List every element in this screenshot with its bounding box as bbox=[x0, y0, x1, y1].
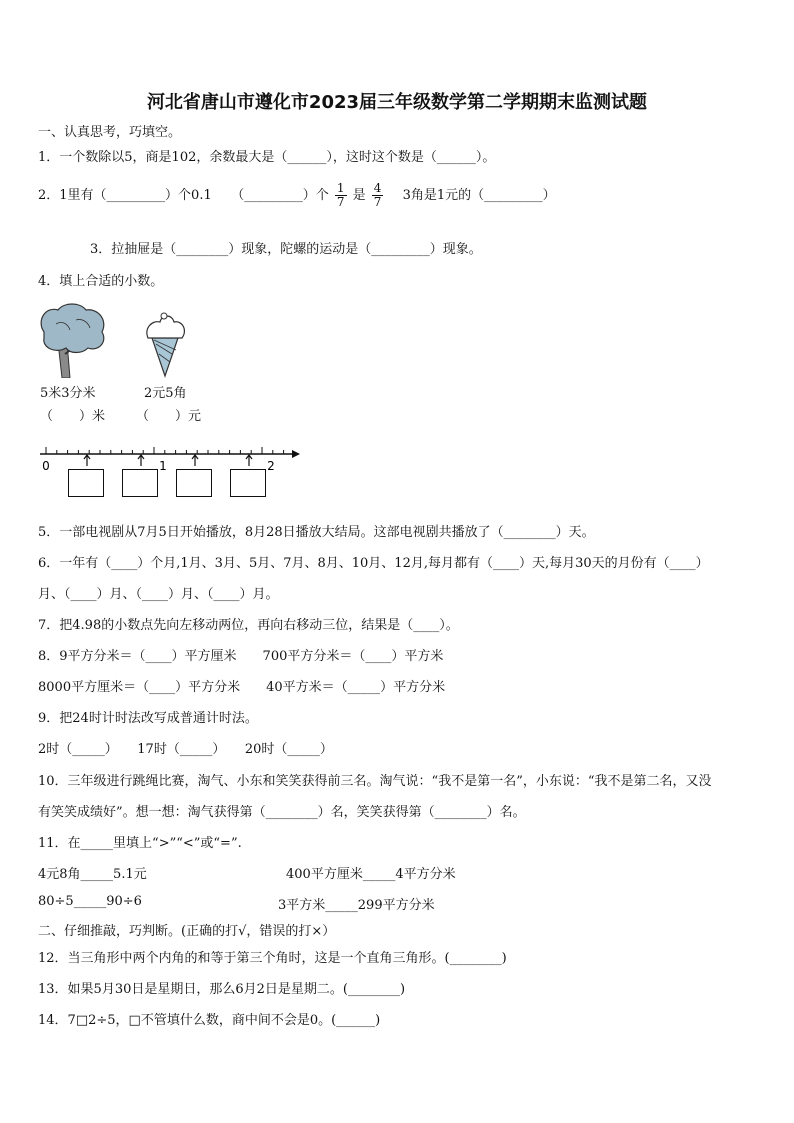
question-9-items: 2时（_____） 17时（_____） 20时（_____） bbox=[38, 742, 333, 757]
question-11: 11．在_____里填上“>”“<”或“=”. bbox=[38, 836, 242, 851]
page-title: 河北省唐山市遵化市2023届三年级数学第二学期期末监测试题 bbox=[146, 92, 648, 113]
number-line-label-1: 1 bbox=[159, 459, 167, 473]
fraction-denominator: 7 bbox=[336, 195, 345, 210]
answer-box-4[interactable] bbox=[230, 469, 266, 497]
question-6-line1: 6．一年有（____）个月,1月、3月、5月、7月、8月、10月、12月,每月都有（____）天,每月30天的月份有（____） bbox=[38, 556, 709, 571]
question-13: 13．如果5月30日是星期日，那么6月2日是星期二。(________) bbox=[38, 982, 406, 997]
ice-cream-answer-blank: （ ）元 bbox=[136, 409, 202, 424]
question-7: 7．把4.98的小数点先向左移动两位，再向右移动三位，结果是（____）。 bbox=[38, 618, 459, 633]
fraction-denominator: 7 bbox=[373, 195, 382, 210]
number-line-label-0: 0 bbox=[42, 459, 50, 473]
tree-image bbox=[36, 302, 108, 378]
question-5: 5．一部电视剧从7月5日开始播放，8月28日播放大结局。这部电视剧共播放了（________）天。 bbox=[38, 525, 595, 540]
question-11-b1: 80÷5_____90÷6 bbox=[38, 894, 142, 909]
ice-cream-caption: 2元5角 bbox=[144, 386, 187, 401]
question-11-a2: 400平方厘米_____4平方分米 bbox=[286, 867, 456, 882]
question-6-line2: 月、（____）月、（____）月、（____）月。 bbox=[38, 587, 279, 602]
section-heading-1: 一、认真思考，巧填空。 bbox=[38, 125, 182, 140]
question-4: 4．填上合适的小数。 bbox=[38, 274, 164, 289]
number-line-ticks bbox=[46, 447, 284, 454]
section-heading-2: 二、仔细推敲，巧判断。(正确的打√，错误的打×） bbox=[38, 924, 336, 939]
fraction-one-seventh bbox=[335, 182, 347, 209]
ice-cream-image bbox=[142, 310, 188, 378]
question-2-part2: 3角是1元的（_________） bbox=[389, 188, 556, 204]
question-2-mid: 是 bbox=[352, 188, 366, 204]
question-2 bbox=[38, 182, 556, 209]
question-8-line1: 8．9平方分米＝（____）平方厘米 700平方分米＝（____）平方米 bbox=[38, 649, 444, 664]
arrow-head-icon bbox=[292, 450, 300, 458]
tree-caption: 5米3分米 bbox=[40, 386, 96, 401]
question-9: 9．把24时计时法改写成普通计时法。 bbox=[38, 711, 258, 726]
question-14: 14．7□2÷5，□不管填什么数，商中间不会是0。(______) bbox=[38, 1013, 381, 1028]
question-2-part1: 2．1里有（_________）个0.1 （_________）个 bbox=[38, 188, 329, 204]
question-3: 3．拉抽屉是（________）现象，陀螺的运动是（_________）现象。 bbox=[90, 242, 482, 257]
question-10-line1: 10．三年级进行跳绳比赛，淘气、小东和笑笑获得前三名。淘气说：“我不是第一名”，小东说：“我不是第二名，又没 bbox=[38, 774, 712, 789]
question-11-b2: 3平方米_____299平方分米 bbox=[278, 898, 435, 913]
number-line-arrows bbox=[84, 455, 252, 466]
answer-box-3[interactable] bbox=[176, 469, 212, 497]
question-8-line2: 8000平方厘米＝（____）平方分米 40平方米＝（_____）平方分米 bbox=[38, 680, 446, 695]
fraction-numerator: 4 bbox=[373, 181, 382, 195]
answer-box-1[interactable] bbox=[68, 469, 104, 497]
question-12: 12．当三角形中两个内角的和等于第三个角时，这是一个直角三角形。(________) bbox=[38, 951, 507, 966]
question-10-line2: 有笑笑成绩好”。想一想：淘气获得第（________）名，笑笑获得第（________）名。 bbox=[38, 805, 526, 820]
fraction-numerator: 1 bbox=[336, 181, 345, 195]
fraction-four-sevenths bbox=[372, 182, 384, 209]
question-1: 1．一个数除以5，商是102，余数最大是（______），这时这个数是（______）。 bbox=[38, 150, 496, 165]
tree-answer-blank: （ ）米 bbox=[40, 409, 106, 424]
answer-box-2[interactable] bbox=[122, 469, 158, 497]
question-11-a1: 4元8角_____5.1元 bbox=[38, 867, 147, 882]
number-line-label-2: 2 bbox=[267, 459, 275, 473]
